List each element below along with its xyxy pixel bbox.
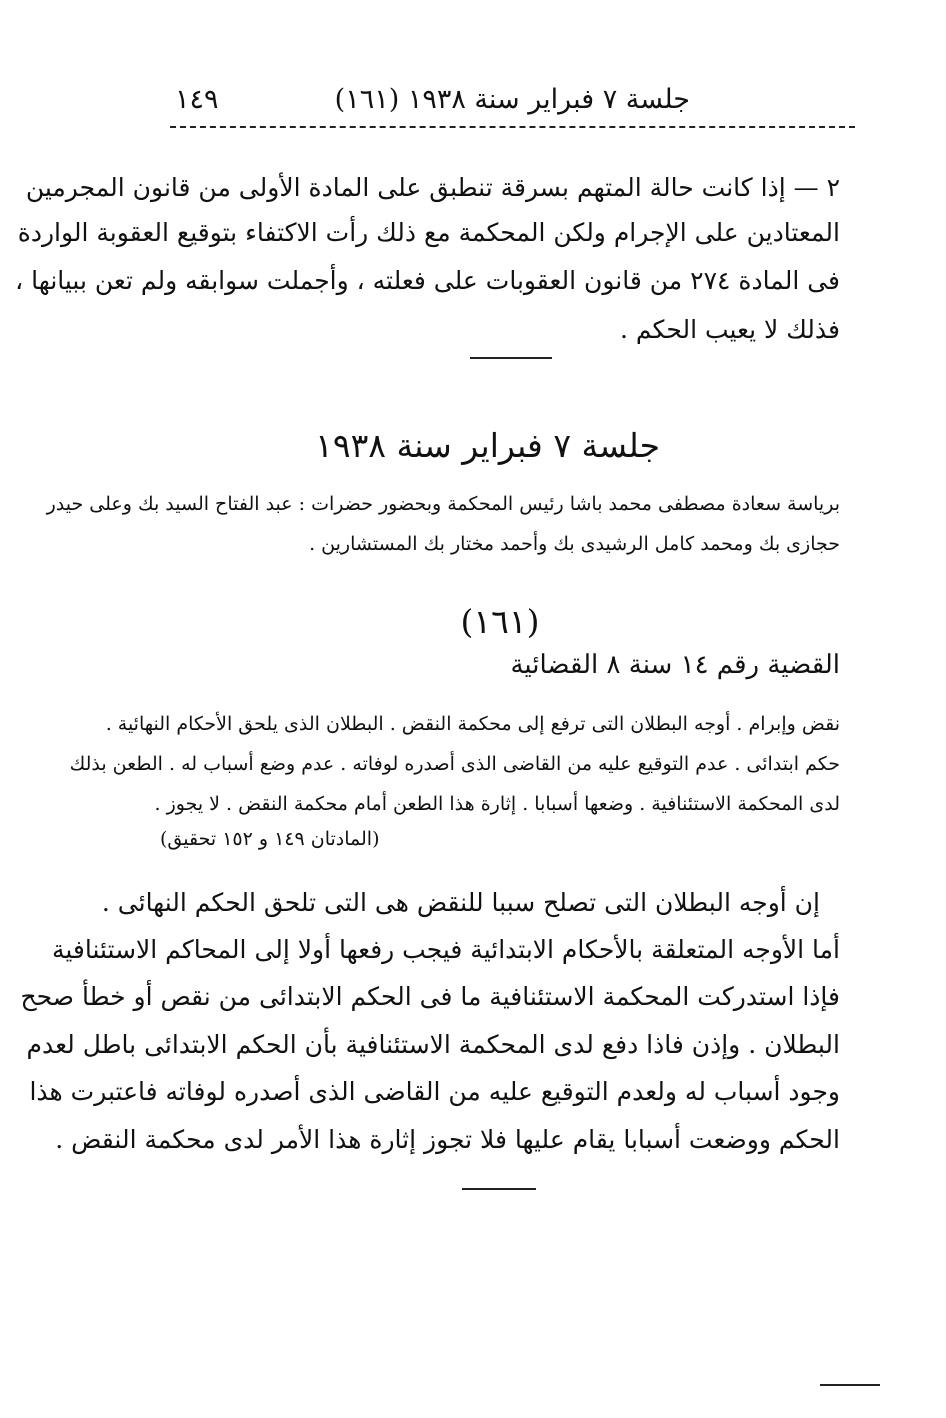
case-summary-line: حكم ابتدائى . عدم التوقيع عليه من القاضى الذى أصدره لوفاته . عدم وضع أسباب له . الطعن بذلك <box>69 753 840 775</box>
court-panel-line: حجازى بك ومحمد كامل الرشيدى بك وأحمد مختار بك المستشارين . <box>309 533 840 555</box>
previous-ruling-line: فى المادة ٢٧٤ من قانون العقوبات على فعلته ، وأجملت سوابقه ولم تعن ببيانها ، <box>15 266 840 295</box>
section-divider <box>470 357 552 359</box>
ruling-line: فإذا استدركت المحكمة الاستئنافية ما فى الحكم الابتدائى من نقص أو خطأ صحح <box>20 982 840 1011</box>
ruling-line: وجود أسباب له ولعدم التوقيع عليه من القاضى الذى أصدره لوفاته فاعتبرت هذا <box>29 1077 840 1106</box>
case-summary-line: لدى المحكمة الاستئنافية . وضعها أسبابا . إثارة هذا الطعن أمام محكمة النقض . لا يجوز . <box>154 793 840 815</box>
previous-ruling-line: فذلك لا يعيب الحكم . <box>619 315 840 344</box>
case-summary-line: نقض وإبرام . أوجه البطلان التى ترفع إلى محكمة النقض . البطلان الذى يلحق الأحكام النهائية . <box>105 713 840 735</box>
court-panel-line: برياسة سعادة مصطفى محمد باشا رئيس المحكمة وبحضور حضرات : عبد الفتاح السيد بك وعلى حيدر <box>46 493 840 515</box>
session-title: جلسة ٧ فبراير سنة ١٩٣٨ <box>315 426 660 465</box>
previous-ruling-line: ٢ — إذا كانت حالة المتهم بسرقة تنطبق على المادة الأولى من قانون المجرمين <box>25 173 840 202</box>
ruling-line: البطلان . وإذن فاذا دفع لدى المحكمة الاستئنافية بأن الحكم الابتدائى باطل لعدم <box>26 1030 840 1059</box>
previous-ruling-line: المعتادين على الإجرام ولكن المحكمة مع ذلك رأت الاكتفاء بتوقيع العقوبة الواردة <box>17 218 840 247</box>
running-header-title: جلسة ٧ فبراير سنة ١٩٣٨ (١٦١) <box>334 84 690 115</box>
ruling-line: الحكم ووضعت أسبابا يقام عليها فلا تجوز إثارة هذا الأمر لدى محكمة النقض . <box>55 1125 840 1154</box>
page-edge-rule <box>820 1384 880 1386</box>
case-title: القضية رقم ١٤ سنة ٨ القضائية <box>510 650 840 680</box>
header-divider <box>170 126 855 128</box>
ruling-line: أما الأوجه المتعلقة بالأحكام الابتدائية فيجب رفعها أولا إلى المحاكم الاستئنافية <box>51 935 840 964</box>
ruling-line: إن أوجه البطلان التى تصلح سببا للنقض هى التى تلحق الحكم النهائى . <box>101 888 820 917</box>
section-divider <box>462 1188 536 1190</box>
page-number: ١٤٩ <box>175 84 219 115</box>
case-number: (١٦١) <box>460 602 540 641</box>
cited-articles: (المادتان ١٤٩ و ١٥٢ تحقيق) <box>160 828 380 850</box>
